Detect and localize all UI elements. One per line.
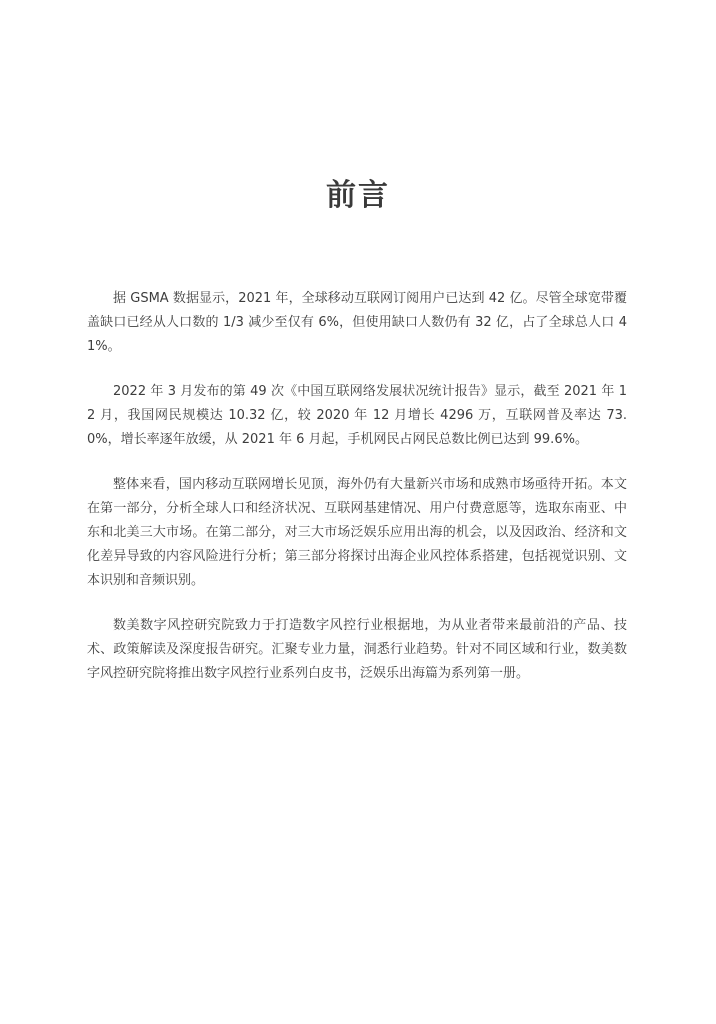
paragraph-4: 数美数字风控研究院致力于打造数字风控行业根据地，为从业者带来最前沿的产品、技术、政策解读及深度报告研究。汇聚专业力量，洞悉行业趋势。针对不同区域和行业，数美数字风控研究院将推出数字风控行业系列白皮书，泛娱乐出海篇为系列第一册。: [87, 618, 627, 681]
paragraph-3: 整体来看，国内移动互联网增长见顶，海外仍有大量新兴市场和成熟市场亟待开拓。本文在第一部分，分析全球人口和经济状况、互联网基建情况、用户付费意愿等，选取东南亚、中东和北美三大市场。在第二部分，对三大市场泛娱乐应用出海的机会，以及因政治、经济和文化差异导致的内容风险进行分析；第三部分将探讨出海企业风控体系搭建，包括视觉识别、文本识别和音频识别。: [87, 477, 627, 588]
page-title: 前言: [326, 178, 390, 213]
preface-body: [87, 287, 627, 707]
paragraph-2: 2022 年 3 月发布的第 49 次《中国互联网络发展状况统计报告》显示，截至 2021 年 12 月，我国网民规模达 10.32 亿，较 2020 年 12 月增长 4296 万，互联网普及率达 73.0%，增长率逐年放缓，从 2021 年 6 月起，手机网民占网民总数比例已达到 99.6%。: [87, 384, 627, 447]
paragraph-1: 据 GSMA 数据显示，2021 年，全球移动互联网订阅用户已达到 42 亿。尽管全球宽带覆盖缺口已经从人口数的 1/3 减少至仅有 6%，但使用缺口人数仍有 32 亿，占了全球总人口 41%。: [87, 291, 627, 354]
